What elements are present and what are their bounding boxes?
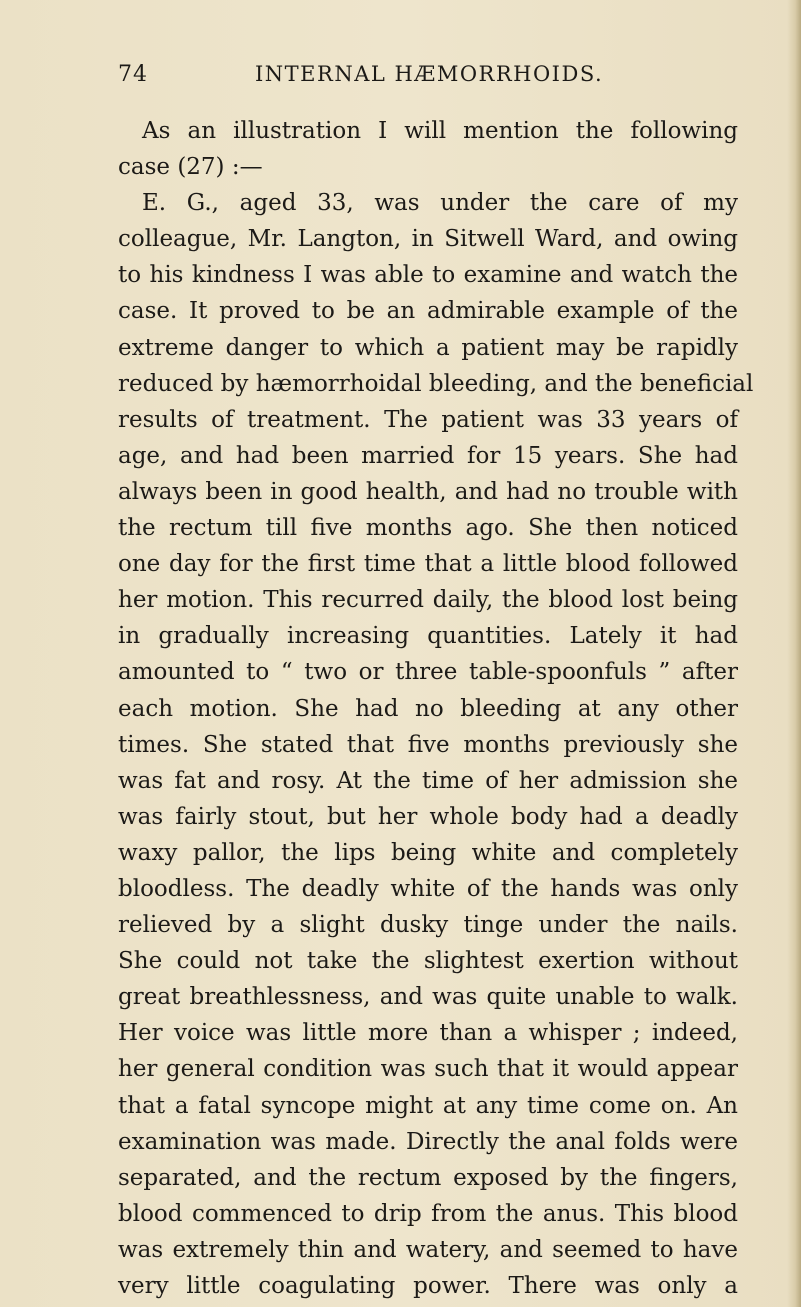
text-line: the rectum till five months ago. She then noticed [118,515,738,542]
text-line: reduced by hæmorrhoidal bleeding, and the beneficial [118,370,754,397]
body-text [118,113,754,1304]
text-line: her motion. This recurred daily, the blood lost being [118,587,738,614]
text-line: colleague, Mr. Langton, in Sitwell Ward, and owing [118,226,738,253]
text-line: great breathlessness, and was quite unable to walk. [118,984,738,1011]
page-number: 74 [118,62,148,87]
text-line: As an illustration I will mention the following [142,118,738,144]
page-header [118,62,618,92]
text-line: that a fatal syncope might at any time come on. An [118,1092,738,1119]
text-line: each motion. She had no bleeding at any other [118,695,738,722]
text-line: results of treatment. The patient was 33 years of [118,406,738,433]
text-line: waxy pallor, the lips being white and completely [118,839,738,866]
text-line: examination was made. Directly the anal folds were [118,1128,738,1155]
text-line: She could not take the slightest exertion without [118,948,738,975]
page-edge-shadow [787,0,801,1307]
text-line: extreme danger to which a patient may be rapidly [118,334,738,361]
text-line: was extremely thin and watery, and seemed to have [118,1236,738,1263]
text-line: one day for the first time that a little blood followed [118,551,738,578]
text-line: bloodless. The deadly white of the hands was only [118,875,738,902]
text-line: times. She stated that five months previously she [118,731,738,758]
text-line: case (27) :— [118,154,263,181]
text-line: was fat and rosy. At the time of her admission she [118,767,738,794]
text-line: amounted to “ two or three table-spoonfuls ” after [118,659,738,686]
text-line: to his kindness I was able to examine and watch the [118,262,738,289]
text-line: separated, and the rectum exposed by the fingers, [118,1164,738,1191]
text-line: very little coagulating power. There was only a [118,1273,738,1299]
text-line: her general condition was such that it would appear [118,1056,738,1083]
text-line: in gradually increasing quantities. Lately it had [118,623,738,650]
text-line: was fairly stout, but her whole body had a deadly [118,803,738,830]
text-line: case. It proved to be an admirable example of the [118,298,738,325]
text-line: always been in good health, and had no trouble with [118,478,738,505]
running-title: INTERNAL HÆMORRHOIDS. [255,62,604,86]
text-line: blood commenced to drip from the anus. This blood [118,1200,738,1227]
text-line: Her voice was little more than a whisper ; indeed, [118,1020,738,1047]
text-line: age, and had been married for 15 years. She had [118,442,738,469]
text-line: E. G., aged 33, was under the care of my [142,190,738,217]
text-line: relieved by a slight dusky tinge under the nails. [118,912,738,939]
